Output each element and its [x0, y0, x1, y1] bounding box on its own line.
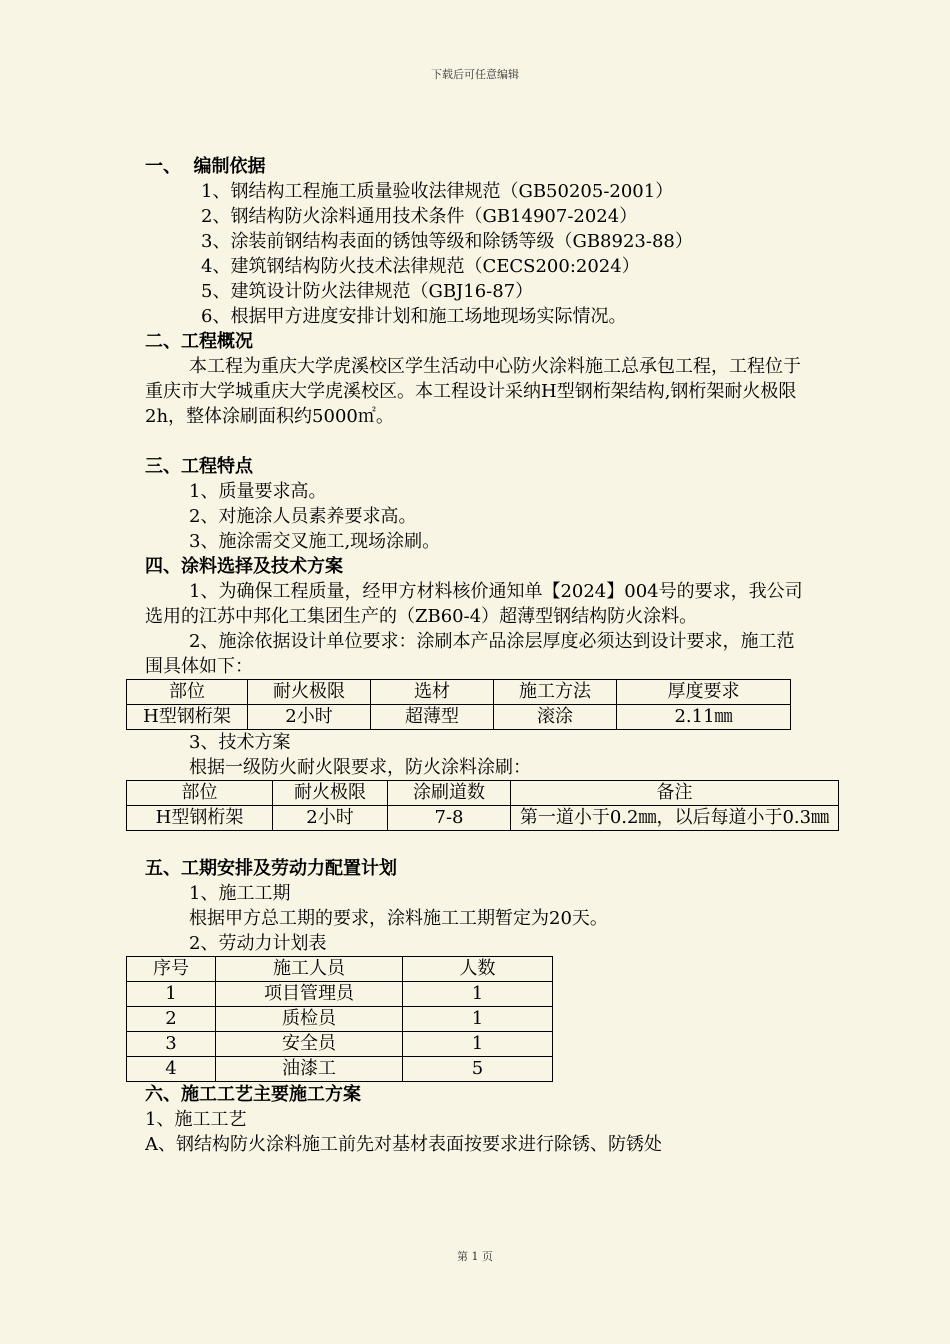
table-cell: 2小时	[273, 806, 388, 831]
page-footer: 第 1 页	[457, 1250, 493, 1263]
table-cell: 1	[403, 1007, 553, 1032]
table-cell: 质检员	[216, 1007, 403, 1032]
list-item: 1、质量要求高。	[189, 481, 327, 502]
page-header: 下载后可任意编辑	[431, 68, 519, 81]
table-row	[127, 1007, 553, 1032]
section-6-paragraph-1: 1、施工工艺	[145, 1109, 247, 1130]
section-5-title: 五、工期安排及劳动力配置计划	[145, 858, 397, 879]
table-header-cell: 耐火极限	[248, 680, 371, 705]
list-item: 2、对施涂人员素养要求高。	[189, 506, 417, 527]
table-header-cell: 部位	[127, 680, 248, 705]
table-cell: 2	[127, 1007, 216, 1032]
table-cell: 2.11㎜	[617, 705, 791, 730]
table-cell: H型钢桁架	[127, 806, 273, 831]
table-header-cell: 部位	[127, 781, 273, 806]
table-header-cell: 选材	[371, 680, 494, 705]
document-body	[143, 154, 830, 1157]
table-header-cell: 人数	[403, 957, 553, 982]
table-cell: 1	[403, 1032, 553, 1057]
table-header-cell: 厚度要求	[617, 680, 791, 705]
table-header-row	[127, 781, 839, 806]
list-item: 1、钢结构工程施工质量验收法律规范（GB50205-2001）	[201, 181, 674, 202]
table-row	[127, 982, 553, 1007]
section-3-title: 三、工程特点	[145, 456, 253, 477]
table-row	[127, 705, 791, 730]
section-4-paragraph-4: 根据一级防火耐火限要求，防火涂料涂刷：	[189, 757, 531, 778]
table-header-row	[127, 680, 791, 705]
list-item: 2、钢结构防火涂料通用技术条件（GB14907-2024）	[201, 206, 638, 227]
table-header-cell: 施工方法	[494, 680, 617, 705]
section-2-title: 二、工程概况	[145, 331, 253, 352]
table-cell: 油漆工	[216, 1057, 403, 1082]
list-item: 4、建筑钢结构防火技术法律规范（CECS200:2024）	[201, 256, 640, 277]
table-cell: H型钢桁架	[127, 705, 248, 730]
list-item: 3、施涂需交叉施工,现场涂刷。	[189, 531, 441, 552]
section-4-paragraph-3: 3、技术方案	[189, 732, 291, 753]
section-4-title: 四、涂料选择及技术方案	[145, 556, 343, 577]
section-1-title: 一、 编制依据	[145, 156, 266, 177]
section-5-paragraph-2: 根据甲方总工期的要求，涂料施工工期暂定为20天。	[189, 908, 608, 929]
section-2-paragraph: 本工程为重庆大学虎溪校区学生活动中心防火涂料施工总承包工程，工程位于重庆市大学城重庆大学虎溪校区。本工程设计采纳H型钢桁架结构,钢桁架耐火极限2h，整体涂刷面积约5000㎡。	[145, 356, 801, 427]
scope-table	[126, 679, 791, 730]
section-4-paragraph-1: 1、为确保工程质量，经甲方材料核价通知单【2024】004号的要求，我公司选用的江苏中邦化工集团生产的（ZB60-4）超薄型钢结构防火涂料。	[145, 581, 803, 627]
table-cell: 3	[127, 1032, 216, 1057]
table-cell: 7-8	[388, 806, 511, 831]
labor-plan-table	[126, 956, 553, 1082]
table-cell: 1	[127, 982, 216, 1007]
table-header-cell: 耐火极限	[273, 781, 388, 806]
table-cell: 2小时	[248, 705, 371, 730]
table-cell: 滚涂	[494, 705, 617, 730]
table-cell: 超薄型	[371, 705, 494, 730]
table-row	[127, 1032, 553, 1057]
table-cell: 项目管理员	[216, 982, 403, 1007]
table-header-row	[127, 957, 553, 982]
table-cell: 5	[403, 1057, 553, 1082]
section-5-paragraph-3: 2、劳动力计划表	[189, 933, 327, 954]
table-cell: 4	[127, 1057, 216, 1082]
list-item: 6、根据甲方进度安排计划和施工场地现场实际情况。	[201, 306, 627, 327]
section-6-title: 六、施工工艺主要施工方案	[145, 1084, 361, 1105]
table-header-cell: 施工人员	[216, 957, 403, 982]
section-4-paragraph-2: 2、施涂依据设计单位要求：涂刷本产品涂层厚度必须达到设计要求，施工范围具体如下：	[145, 631, 795, 677]
table-row	[127, 1057, 553, 1082]
coating-table	[126, 780, 839, 831]
table-header-cell: 序号	[127, 957, 216, 982]
list-item: 5、建筑设计防火法律规范（GBJ16-87）	[201, 281, 534, 302]
section-5-paragraph-1: 1、施工工期	[189, 883, 291, 904]
table-header-cell: 涂刷道数	[388, 781, 511, 806]
table-cell: 安全员	[216, 1032, 403, 1057]
table-cell: 第一道小于0.2㎜，以后每道小于0.3㎜	[511, 806, 839, 831]
section-6-paragraph-2: A、钢结构防火涂料施工前先对基材表面按要求进行除锈、防锈处	[145, 1134, 662, 1155]
table-cell: 1	[403, 982, 553, 1007]
table-header-cell: 备注	[511, 781, 839, 806]
table-row	[127, 806, 839, 831]
list-item: 3、涂装前钢结构表面的锈蚀等级和除锈等级（GB8923-88）	[201, 231, 693, 252]
